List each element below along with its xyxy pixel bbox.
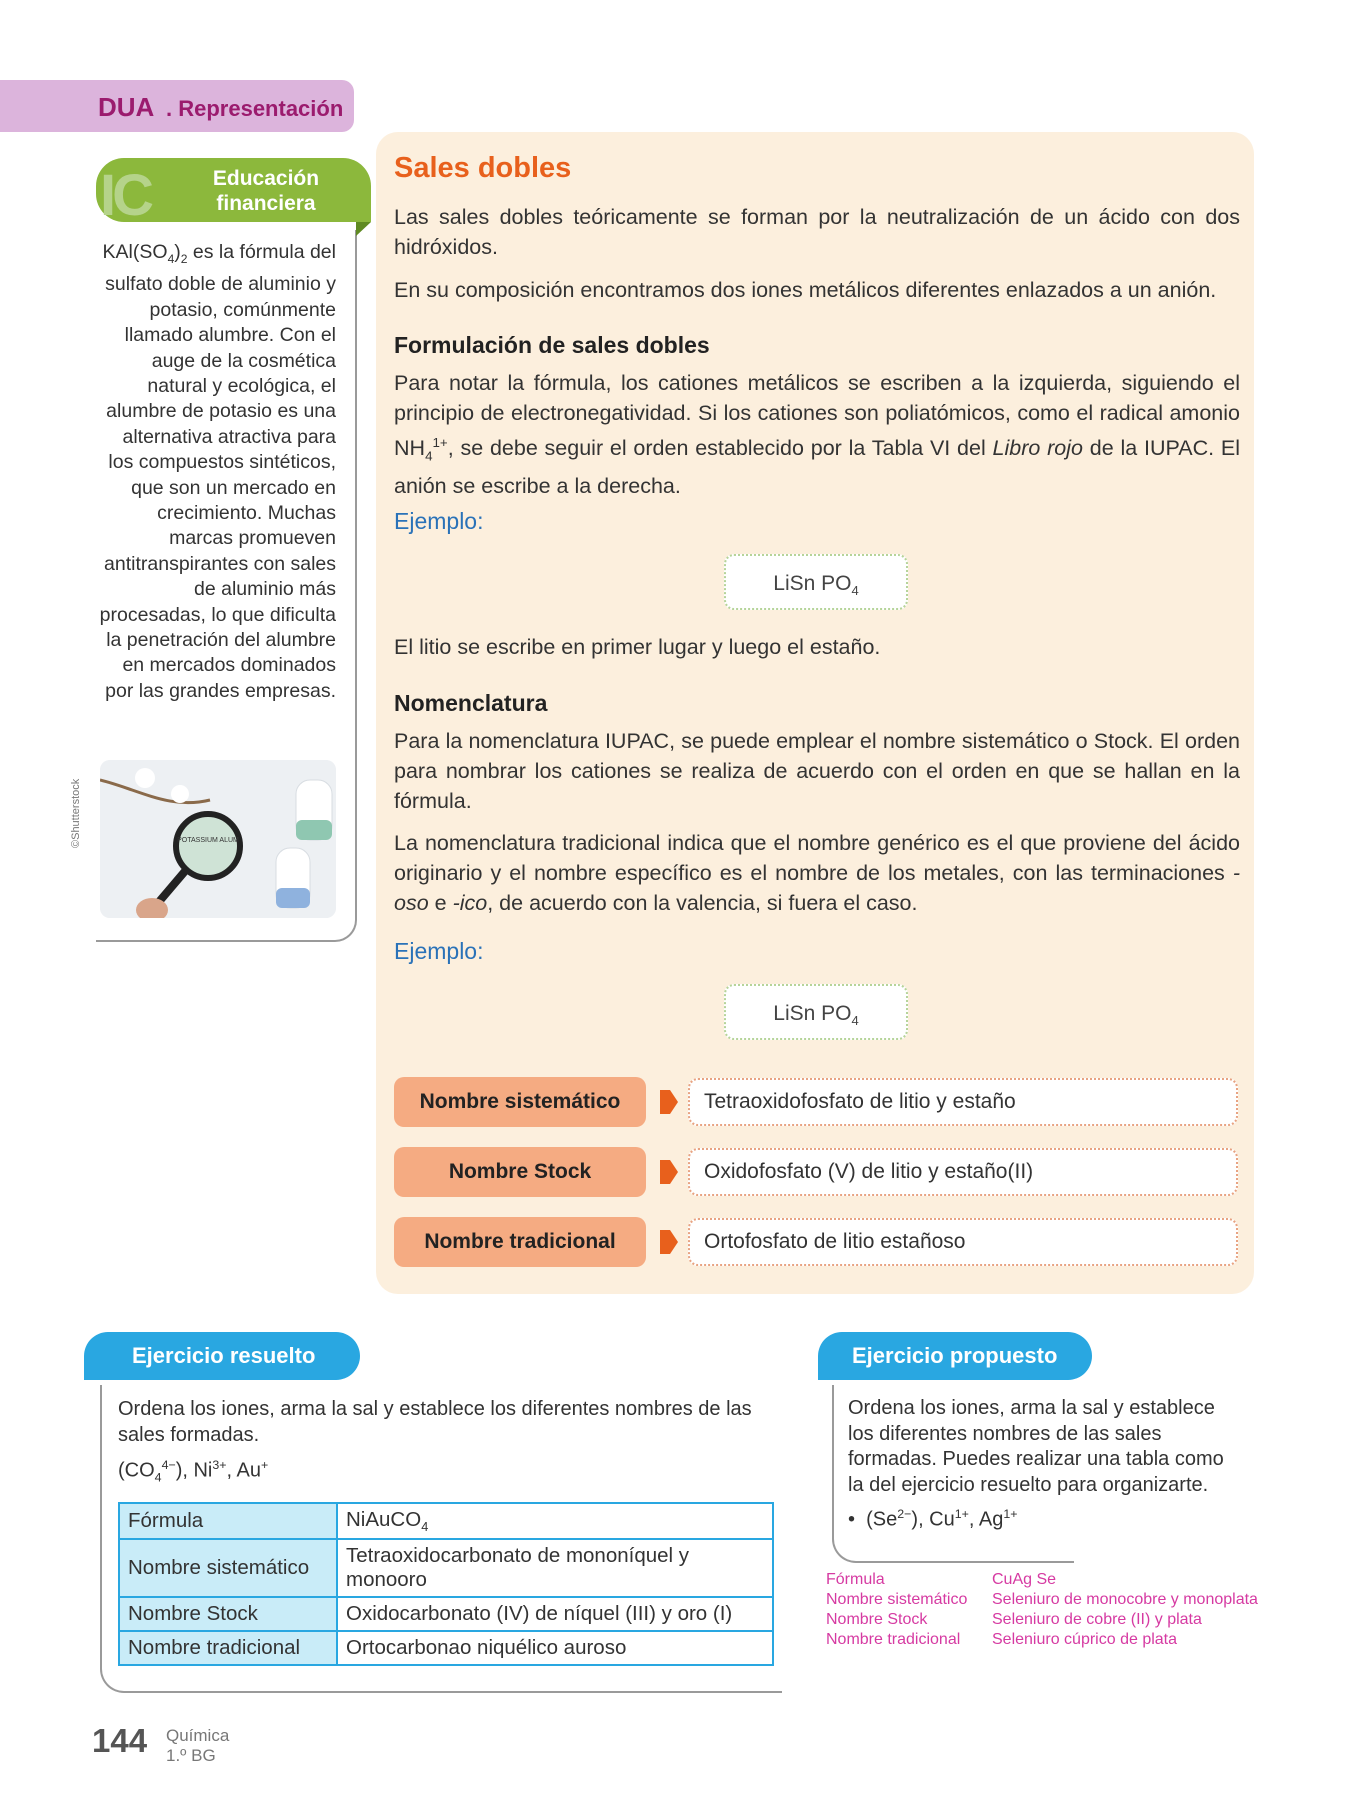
paragraph-composition: En su composición encontramos dos iones metálicos diferentes enlazados a un anión. xyxy=(394,278,1217,302)
paragraph-tradicional: La nomenclatura tradicional indica que el nombre genérico es el que proviene del ácido originario y el nombre específico es el nombre de los metales, con las terminaciones -oso e -ico, de acuerdo con la valencia, si fuera el caso. xyxy=(394,831,1240,915)
alum-photo xyxy=(100,760,336,918)
propuesto-instructions: Ordena los iones, arma la sal y establece los diferentes nombres de las sales formadas. Puedes realizar una tabla como la del ejercicio resuelto para organizarte. • $(Se^{2-})$, $Cu^{1+}$, $Ag^{1+}$ xyxy=(848,1397,1224,1531)
side-heading: Educación financiera xyxy=(212,167,320,215)
paragraph-intro: Las sales dobles teóricamente se forman por la neutralización de un ácido con dos hidróxidos. xyxy=(394,205,1240,259)
table-value: NiAuCO$_4$ xyxy=(337,1503,773,1539)
resuelto-tab: Ejercicio resuelto xyxy=(84,1332,360,1380)
table-value: Ortocarbonao niquélico auroso xyxy=(337,1631,773,1665)
formula-example-1: LiSn $PO_4$ xyxy=(724,554,908,610)
side-text: $KAl(SO_4)_2$ es la fórmula del sulfato doble de aluminio y potasio, comúnmente llamado alumbre. Con el auge de la cosmética natural y ecológica, el alumbre de potasio es una alternativa atractiva para los compuestos sintéticos, que son un mercado en crecimiento. Muchas marcas promueven antitranspirantes con sales de aluminio más procesadas, lo que dificulta la penetración del alumbre en mercados dominados por las grandes empresas. xyxy=(99,241,336,702)
arrow-right-icon xyxy=(658,1158,678,1186)
table-value: Tetraoxidocarbonato de mononíquel y monooro xyxy=(337,1539,773,1597)
table-row xyxy=(119,1597,773,1631)
side-tab-fold xyxy=(356,222,371,236)
heading-formulacion: Formulación de sales dobles xyxy=(394,332,710,358)
formula-example-2: LiSn $PO_4$ xyxy=(724,984,908,1040)
dua-label: DUA xyxy=(98,92,155,122)
side-heading-tab xyxy=(96,158,371,228)
page-number: 144 xyxy=(92,1722,148,1759)
ic-logo-icon: IC xyxy=(100,163,150,228)
name-label-stock: Nombre Stock xyxy=(394,1147,646,1197)
subject-label: Química 1.º BG xyxy=(166,1726,230,1765)
resuelto-instructions: Ordena los iones, arma la sal y establece los diferentes nombres de las sales formadas. $(CO_4^{4-})$, $Ni^{3+}$, Au+ xyxy=(118,1398,752,1485)
heading-nomenclatura: Nomenclatura xyxy=(394,690,548,716)
propuesto-tab: Ejercicio propuesto xyxy=(818,1332,1092,1380)
name-value-sistematico: Tetraoxidofosfato de litio y estaño xyxy=(688,1078,1238,1126)
table-row xyxy=(119,1503,773,1539)
name-label-sistematico: Nombre sistemático xyxy=(394,1077,646,1127)
arrow-right-icon xyxy=(658,1228,678,1256)
table-row xyxy=(119,1631,773,1665)
photo-label: POTASSIUM ALUM xyxy=(177,837,239,844)
section-title: Sales dobles xyxy=(394,152,572,184)
table-key: Nombre sistemático xyxy=(119,1539,337,1597)
table-key: Nombre tradicional xyxy=(119,1631,337,1665)
table-key: Nombre Stock xyxy=(119,1597,337,1631)
name-value-stock: Oxidofosfato (V) de litio y estaño(II) xyxy=(688,1148,1238,1196)
alum-photo-illustration xyxy=(100,760,336,918)
arrow-right-icon xyxy=(658,1088,678,1116)
table-key: Fórmula xyxy=(119,1503,337,1539)
paragraph-formulacion: Para notar la fórmula, los cationes metálicos se escriben a la izquierda, siguiendo el principio de electronegatividad. Si los cationes son poliatómicos, como el radical amonio $NH_4^{1+}$, se debe seguir el orden establecido por la Tabla VI del Libro rojo de la IUPAC. El anión se escribe a la derecha. xyxy=(394,371,1240,499)
table-value: Oxidocarbonato (IV) de níquel (III) y oro (I) xyxy=(337,1597,773,1631)
ejemplo-label-2: Ejemplo: xyxy=(394,938,484,964)
dua-sublabel: . Representación xyxy=(166,96,344,121)
dua-tab xyxy=(0,80,354,132)
table-row xyxy=(119,1539,773,1597)
ejemplo-label-1: Ejemplo: xyxy=(394,508,484,534)
propuesto-answer-values: CuAg Se Seleniuro de monocobre y monoplata Seleniuro de cobre (II) y plata Seleniuro cúprico de plata xyxy=(992,1571,1258,1648)
propuesto-answer-keys: Fórmula Nombre sistemático Nombre Stock Nombre tradicional xyxy=(826,1571,968,1648)
resuelto-table xyxy=(118,1502,774,1666)
name-label-tradicional: Nombre tradicional xyxy=(394,1217,646,1267)
name-value-tradicional: Ortofosfato de litio estañoso xyxy=(688,1218,1238,1266)
photo-credit: ©Shutterstock xyxy=(70,778,82,848)
paragraph-example-explanation: El litio se escribe en primer lugar y luego el estaño. xyxy=(394,635,881,659)
paragraph-nomenclatura: Para la nomenclatura IUPAC, se puede emplear el nombre sistemático o Stock. El orden para nombrar los cationes se realiza de acuerdo con el orden en que se hallan en la fórmula. xyxy=(394,729,1240,813)
